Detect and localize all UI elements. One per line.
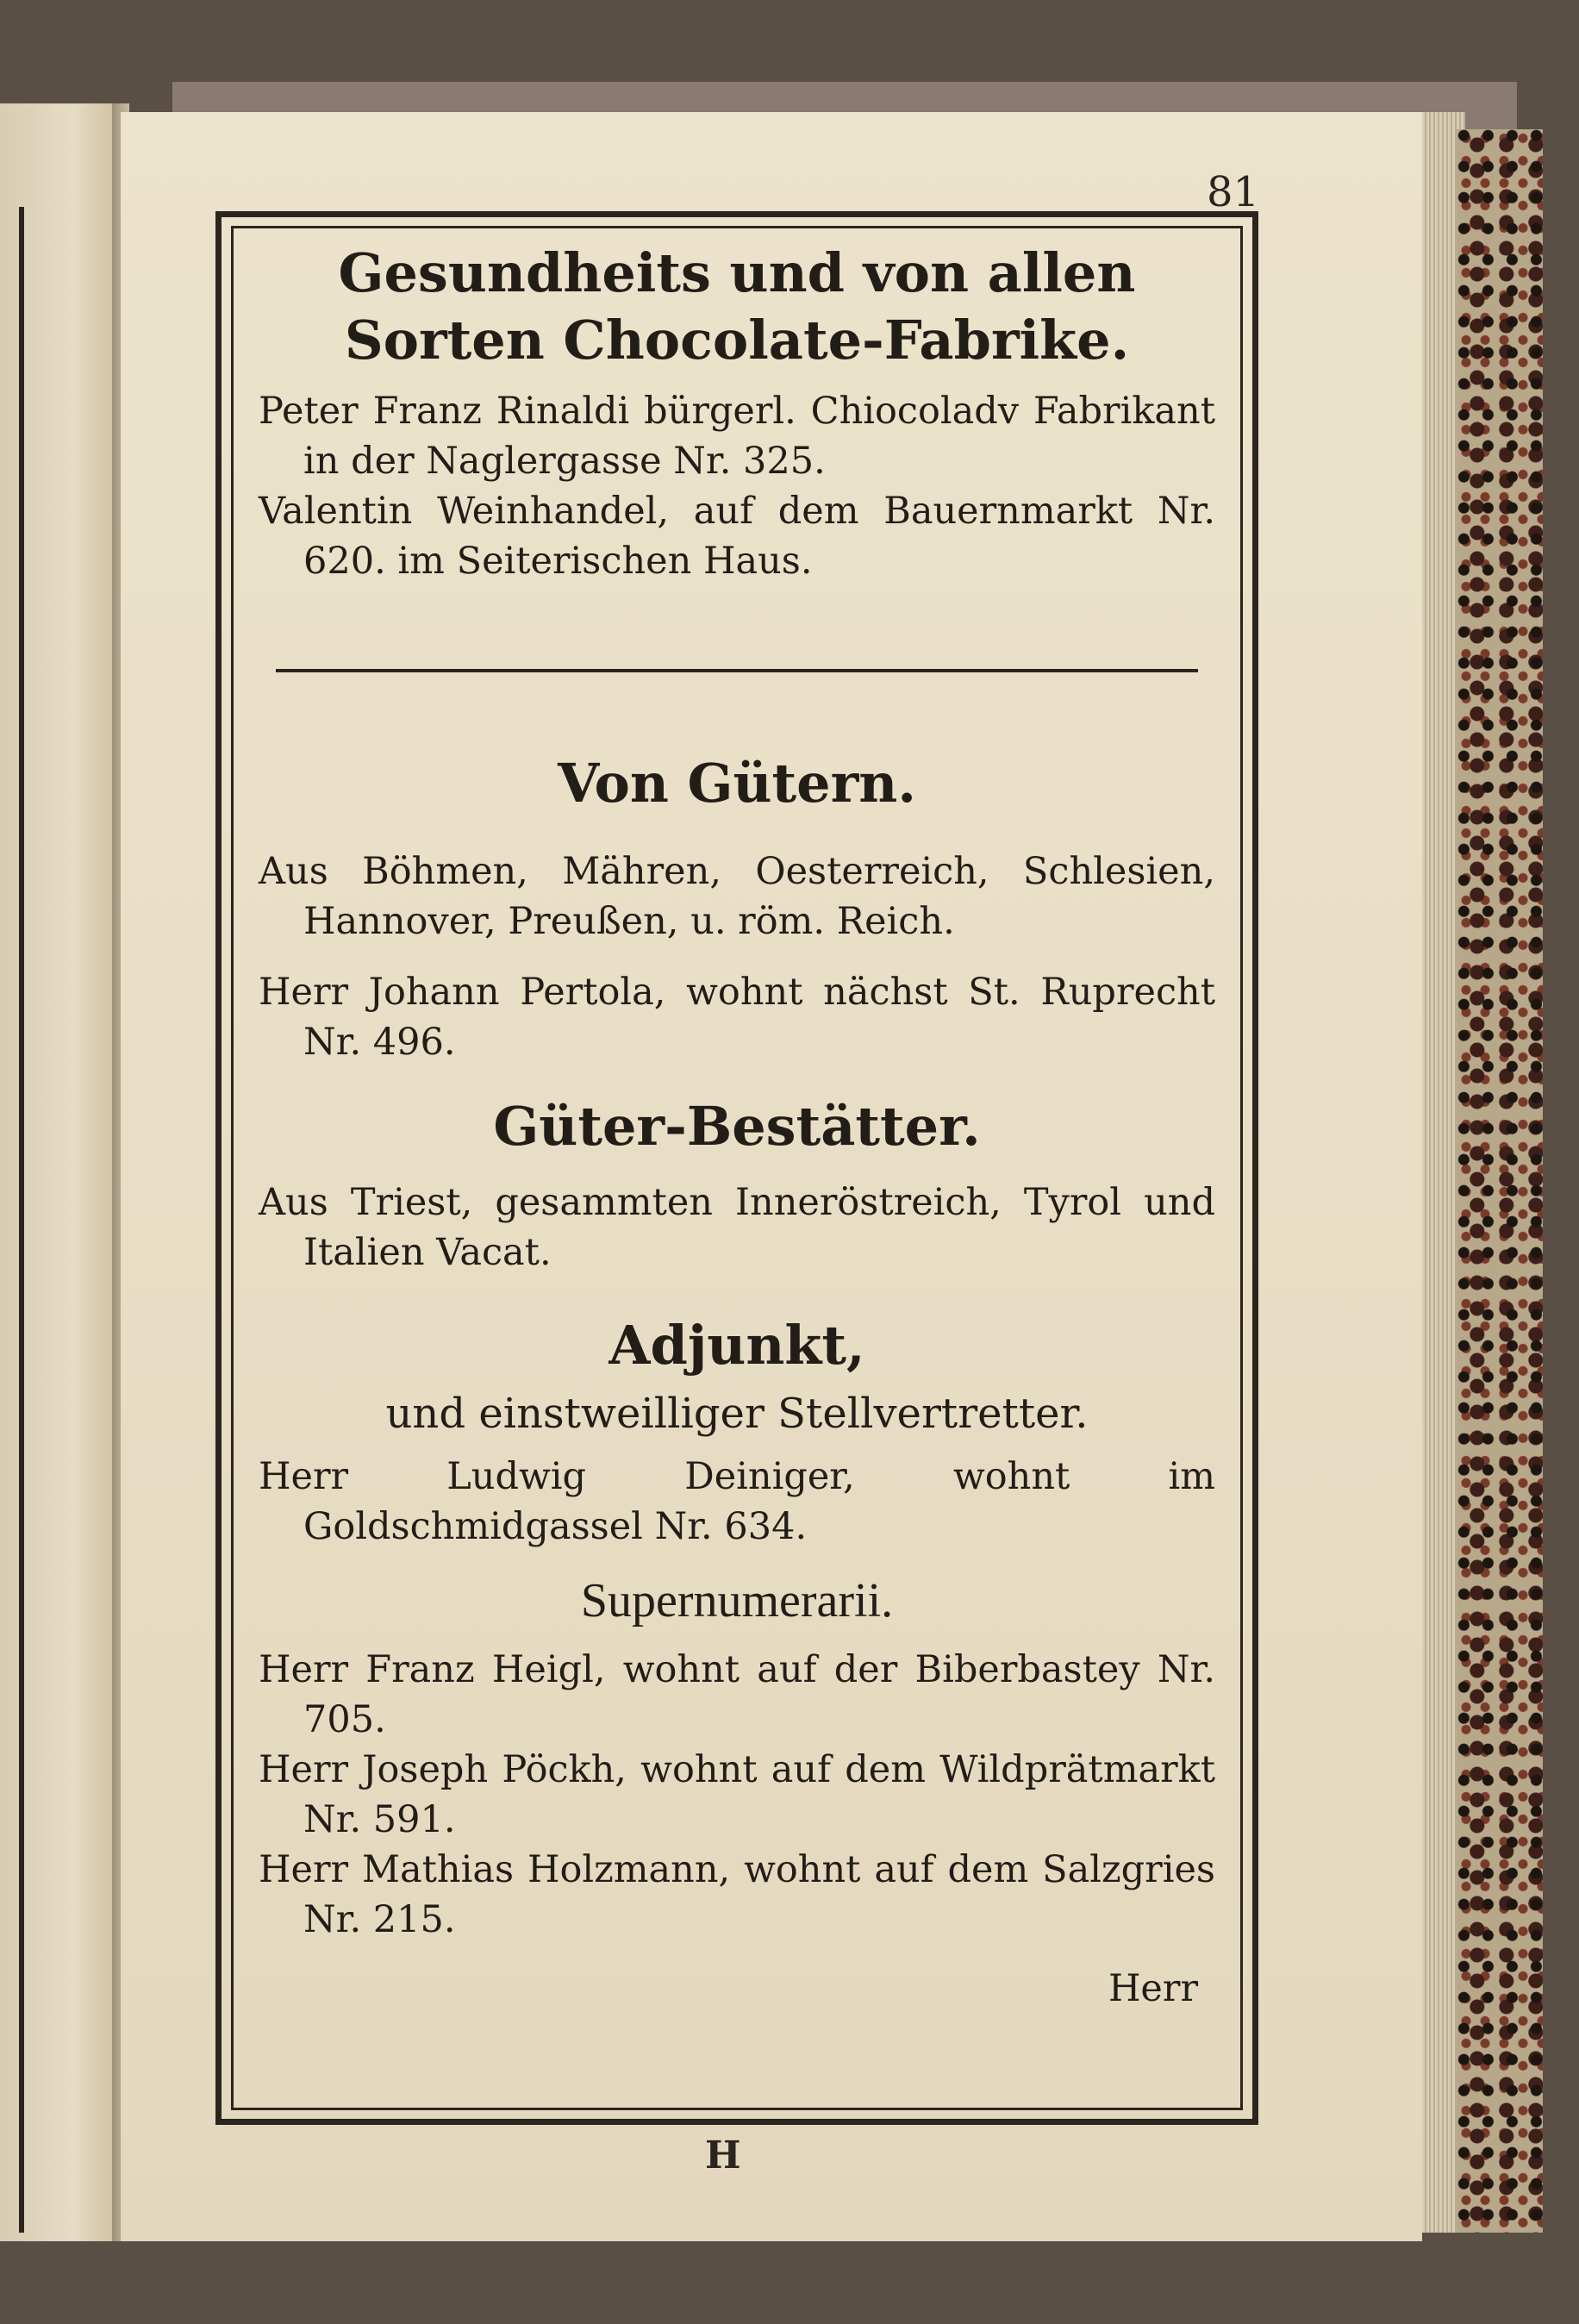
marbled-cover	[1457, 129, 1543, 2233]
list-item: Herr Franz Heigl, wohnt auf der Biberbastey Nr. 705.	[259, 1648, 1215, 1741]
section-title-supernumerarii: Supernumerarii.	[580, 1574, 894, 1627]
section-title-forwarders: Güter-Bestätter.	[493, 1095, 981, 1158]
section-divider	[276, 669, 1198, 672]
page-number: 81	[1207, 168, 1260, 216]
section-title-chocolate: Gesundheits und von allen Sorten Chocolate-Fabrike.	[338, 241, 1136, 372]
list-item: Valentin Weinhandel, auf dem Bauernmarkt Nr. 620. im Seiterischen Haus.	[259, 490, 1215, 583]
section-title-adjunct: Adjunkt,	[609, 1314, 865, 1377]
section-subtitle-adjunct: und einstweilliger Stellvertretter.	[385, 1390, 1089, 1438]
list-item: Herr Johann Pertola, wohnt nächst St. Ruprecht Nr. 496.	[259, 971, 1215, 1064]
catchword: Herr	[1108, 1967, 1198, 2010]
list-item: Peter Franz Rinaldi bürgerl. Chiocoladv Fabrikant in der Naglergasse Nr. 325.	[259, 390, 1215, 483]
list-item: Herr Mathias Holzmann, wohnt auf dem Salzgries Nr. 215.	[259, 1848, 1215, 1941]
list-item: Herr Ludwig Deiniger, wohnt im Goldschmidgassel Nr. 634.	[259, 1455, 1215, 1548]
page-content	[259, 240, 1215, 2093]
signature-mark: H	[705, 2133, 741, 2177]
left-page-frame	[0, 207, 24, 2233]
list-item: Herr Joseph Pöckh, wohnt auf dem Wildprätmarkt Nr. 591.	[259, 1748, 1215, 1841]
left-page-edge	[0, 103, 121, 2241]
origin-line: Aus Böhmen, Mähren, Oesterreich, Schlesien, Hannover, Preußen, u. röm. Reich.	[259, 850, 1215, 943]
section-title-goods: Von Gütern.	[558, 752, 916, 815]
origin-line: Aus Triest, gesammten Inneröstreich, Tyrol und Italien Vacat.	[259, 1181, 1215, 1274]
